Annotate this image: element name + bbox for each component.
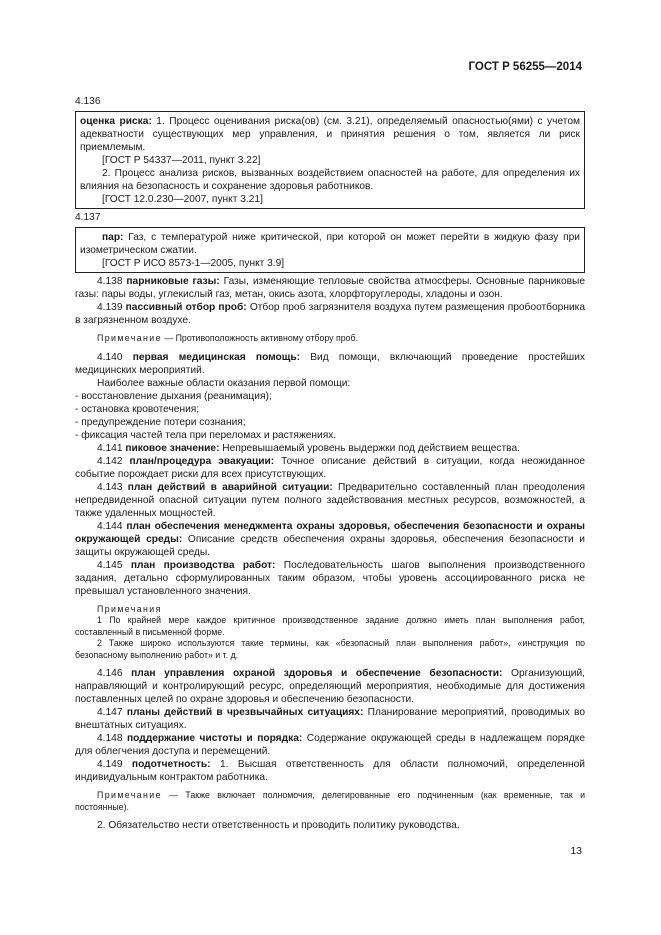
list-item: - остановка кровотечения; <box>75 403 200 415</box>
entry-term: пар: <box>102 232 124 243</box>
entry-term: план управления охраной здоровья и обеспечение безопасности: <box>131 668 503 679</box>
entry-term: поддержание чистоты и порядка: <box>127 733 303 744</box>
entry-reference: [ГОСТ Р ИСО 8573-1—2005, пункт 3.9] <box>102 258 285 269</box>
entry-4-145: 4.145 план производства работ: Последовательность шагов выполнения производственного задания, детально сформулированных таким образом, чтобы уровень ассоциированного риска не превышал установленного значения. <box>75 559 585 597</box>
entry-term: пассивный отбор проб: <box>125 302 247 313</box>
entry-term: оценка риска: <box>80 116 152 127</box>
entry-term: план/процедура эвакуации: <box>129 455 275 467</box>
entry-4-140: 4.140 первая медицинская помощь: Вид помощи, включающий проведение простейших медицинских мероприятий. <box>75 351 586 376</box>
list-item: - фиксация частей тела при переломах и растяжениях. <box>75 429 337 441</box>
entry-reference: [ГОСТ Р 54337—2011, пункт 3.22] <box>102 155 261 166</box>
note-4-149: Примечание — Также включает полномочия, делегированные его подчиненным (как временные, так и постоянные). <box>75 790 585 812</box>
entry-definition-2: 2. Процесс анализа рисков, вызванных воздействием опасностей на работе, для определения их влияния на безопасность и сохранение здоровья работников. <box>80 168 580 192</box>
entry-term: планы действий в чрезвычайных ситуациях: <box>126 707 364 718</box>
entry-4-148: 4.148 поддержание чистоты и порядка: Содержание окружающей среды в надлежащем порядке для облегчения доступа и перемещений. <box>75 733 586 757</box>
entry-4-142: 4.142 план/процедура эвакуации: Точное описание действий в ситуации, когда неожиданное событие порождает риски для всех присутствующих. <box>75 455 586 480</box>
entry-definition: пар: Газ, с температурой ниже критической, при которой он может перейти в жидкую фазу при изометрическом сжатии. <box>80 232 580 256</box>
list-item: - восстановление дыхания (реанимация); <box>75 390 272 402</box>
entry-4-149-definition-2: 2. Обязательство нести ответственность и проводить политику руководства. <box>97 820 460 831</box>
page-content <box>75 95 585 832</box>
entry-term: парниковые газы: <box>126 276 220 287</box>
entry-box-4-137 <box>75 227 585 273</box>
notes-label: Примечания <box>97 603 162 614</box>
entry-4-149: 4.149 подотчетность: 1. Высшая ответственность для области полномочий, определенной индивидуальным контрактом работника. <box>75 759 585 783</box>
entry-number-4-136: 4.136 <box>75 96 101 107</box>
note-4-139: Примечание — Противоположность активному отбору проб. <box>97 333 359 343</box>
entry-4-140-intro: Наиболее важные области оказания первой помощи: <box>97 377 351 389</box>
entry-term: план действий в аварийной ситуации: <box>127 481 333 493</box>
entry-term: план производства работ: <box>130 559 276 571</box>
notes-4-145 <box>75 604 585 662</box>
note-label: Примечание <box>97 790 162 800</box>
page-number: 13 <box>570 845 582 857</box>
entry-4-138: 4.138 парниковые газы: Газы, изменяющие тепловые свойства атмосферы. Основные парниковые газы: пары воды, углекислый газ, метан, окись азота, хлорфторуглероды, хладоны и озон. <box>75 276 586 300</box>
entry-number-4-137: 4.137 <box>75 212 101 223</box>
entry-definition: оценка риска: 1. Процесс оценивания риска(ов) (см. 3.21), определяемый опасностью(ями) с учетом адекватности существующих мер управления, и принятия решения о том, является ли риск приемлемым. <box>80 116 580 153</box>
entry-4-143: 4.143 план действий в аварийной ситуации: Предварительно составленный план преодоления непредвиденной опасной ситуации путем полного задействования местных ресурсов, возможностей, а также удаленных мощностей. <box>75 481 586 519</box>
list-item: - предупреждение потери сознания; <box>75 416 246 428</box>
entry-box-4-136 <box>75 111 585 209</box>
entry-4-144: 4.144 план обеспечения менеджмента охраны здоровья, обеспечения безопасности и охраны окружающей среды: Описание средств обеспечения охраны здоровья, обеспечения безопасности и защиты окружающей среды. <box>75 520 585 558</box>
entry-4-146: 4.146 план управления охраной здоровья и обеспечение безопасности: Организующий, направляющий и контролирующий ресурс, определяющий мероприятия, необходимые для достижения поставленных целей по охране здоровья и обеспечению безопасности. <box>75 668 586 705</box>
document-header-id: ГОСТ Р 56255—2014 <box>468 61 582 73</box>
entry-reference-2: [ГОСТ 12.0.230—2007, пункт 3.21] <box>102 194 263 205</box>
entry-term: пиковое значение: <box>125 442 220 454</box>
note-item: 1 По крайней мере каждое критичное производственное задание должно иметь план выполнения работ, составленный в письменной форме. <box>75 615 585 637</box>
entry-term: первая медицинская помощь: <box>132 351 301 363</box>
entry-4-141: 4.141 пиковое значение: Непревышаемый уровень выдержки под действием вещества. <box>97 442 520 454</box>
note-label: Примечание <box>97 333 162 343</box>
entry-term: план обеспечения менеджмента охраны здоровья, обеспечения безопасности и охраны окружающей среды: <box>75 520 585 545</box>
entry-term: подотчетность: <box>131 759 211 770</box>
entry-4-139: 4.139 пассивный отбор проб: Отбор проб загрязнителя воздуха путем размещения пробоотборника в загрязненном воздухе. <box>75 302 586 326</box>
note-item: 2 Также широко используются такие термины, как «безопасный план выполнения работ», «инструкция по безопасному выполнению работ» и т. д. <box>75 638 585 660</box>
entry-4-147: 4.147 планы действий в чрезвычайных ситуациях: Планирование мероприятий, проводимых во внештатных ситуациях. <box>75 707 585 731</box>
